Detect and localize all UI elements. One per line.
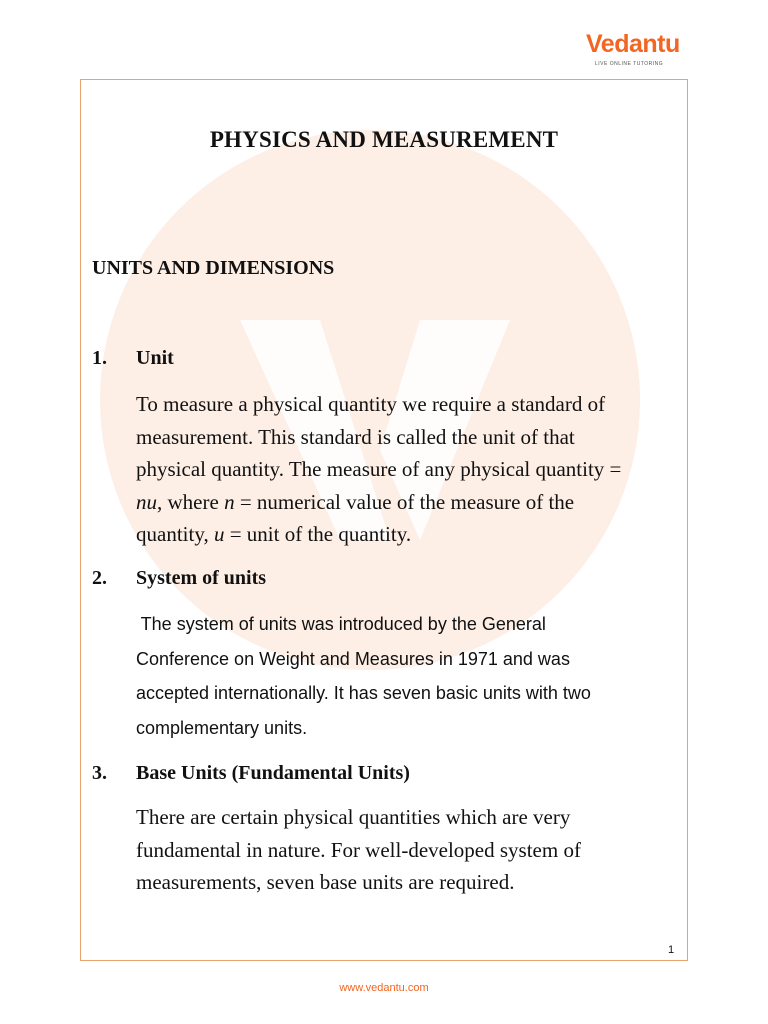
paragraph-line: Conference on Weight and Measures in 1971 and was (136, 648, 570, 669)
paragraph-system-of-units (136, 607, 677, 745)
paragraph-line: measurement. This standard is called the unit of that (136, 424, 575, 449)
item-number: 1. (92, 347, 107, 369)
page-number: 1 (668, 944, 675, 956)
vedantu-logo (586, 30, 682, 72)
item-title-base-units: Base Units (Fundamental Units) (136, 762, 410, 784)
item-number: 3. (92, 762, 107, 784)
paragraph-line: physical quantity. The measure of any physical quantity = (136, 457, 622, 481)
symbol-nu: nu (136, 489, 157, 514)
line-text: = unit of the quantity. (224, 522, 412, 546)
item-title-unit: Unit (136, 347, 174, 369)
item-number: 2. (92, 567, 107, 589)
page-title: PHYSICS AND MEASUREMENT (209, 127, 559, 152)
paragraph-unit (136, 388, 676, 551)
symbol-u: u (213, 522, 225, 546)
paragraph-line: accepted internationally. It has seven basic units with two (136, 683, 591, 703)
paragraph-line: complementary units. (136, 717, 308, 738)
symbol-n: n (224, 489, 235, 514)
section-heading: UNITS AND DIMENSIONS (92, 257, 335, 279)
paragraph-line: The system of units was introduced by the General (136, 614, 546, 634)
line-text: = numerical value of the measure of the (234, 489, 575, 514)
item-title-system-of-units: System of units (136, 567, 267, 589)
paragraph-line: measurements, seven base units are required. (136, 870, 515, 894)
line-text: quantity, (136, 522, 214, 546)
paragraph-line (136, 486, 676, 519)
line-text: , where (157, 489, 225, 514)
paragraph-line: fundamental in nature. For well-developed system of (136, 837, 581, 862)
paragraph-base-units (136, 801, 676, 899)
paragraph-line (136, 518, 676, 551)
paragraph-line: There are certain physical quantities which are very (136, 805, 571, 829)
footer-url-link[interactable]: www.vedantu.com (339, 982, 429, 994)
logo-tagline: LIVE ONLINE TUTORING (595, 61, 664, 67)
paragraph-line: To measure a physical quantity we require a standard of (136, 392, 606, 416)
logo-wordmark: Vedantu (586, 30, 680, 58)
